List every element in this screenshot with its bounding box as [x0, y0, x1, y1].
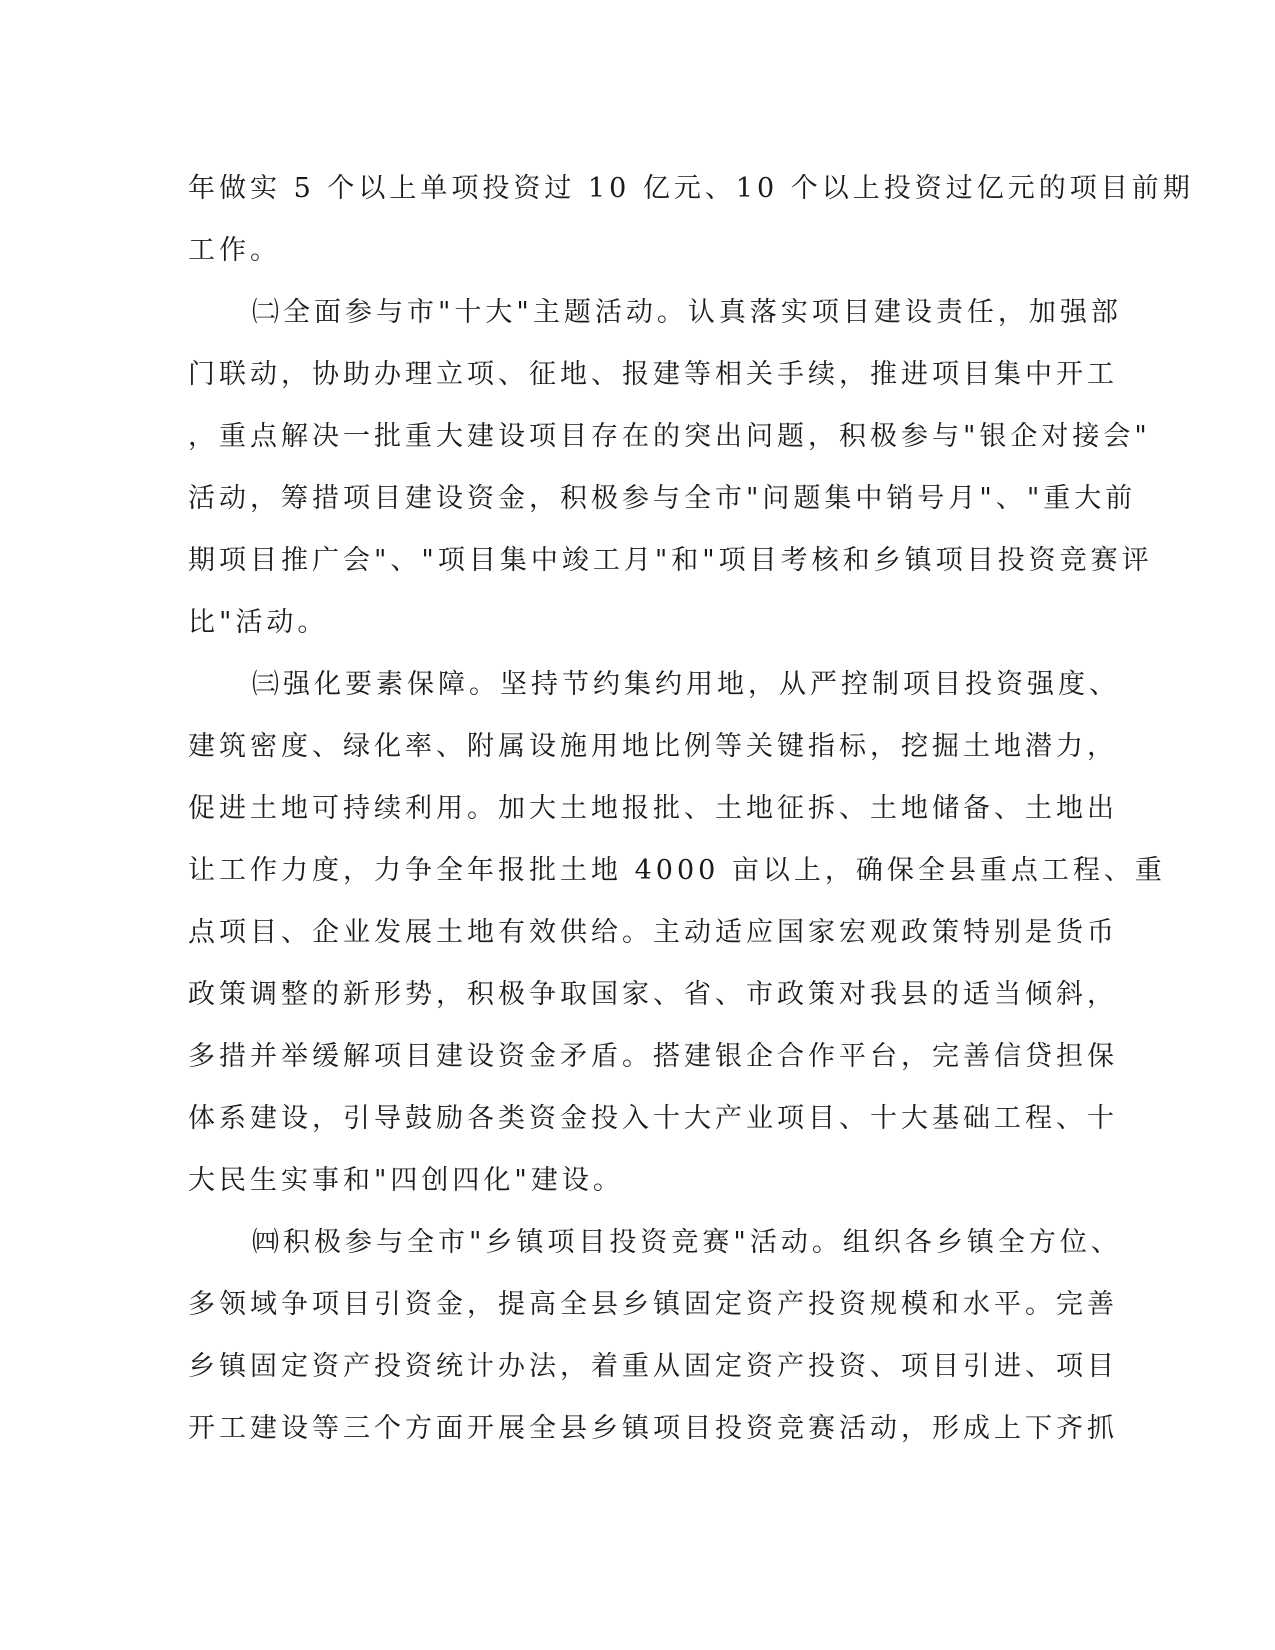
- text-line: 体系建设，引导鼓励各类资金投入十大产业项目、十大基础工程、十: [188, 1103, 1118, 1134]
- text-line: 期项目推广会"、"项目集中竣工月"和"项目考核和乡镇项目投资竞赛评: [188, 545, 1153, 576]
- text-line: 年做实 5 个以上单项投资过 10 亿元、10 个以上投资过亿元的项目前期: [188, 173, 1194, 204]
- text-line: 开工建设等三个方面开展全县乡镇项目投资竞赛活动，形成上下齐抓: [188, 1413, 1118, 1444]
- text-line: 点项目、企业发展土地有效供给。主动适应国家宏观政策特别是货币: [188, 917, 1118, 948]
- text-line: 多领域争项目引资金，提高全县乡镇固定资产投资规模和水平。完善: [188, 1289, 1118, 1320]
- text-line: 大民生实事和"四创四化"建设。: [188, 1165, 624, 1196]
- text-line: 建筑密度、绿化率、附属设施用地比例等关键指标，挖掘土地潜力，: [188, 731, 1118, 762]
- text-line: 比"活动。: [188, 607, 329, 638]
- paragraph-start-line: ㈡全面参与市"十大"主题活动。认真落实项目建设责任，加强部: [252, 297, 1122, 328]
- text-line: 多措并举缓解项目建设资金矛盾。搭建银企合作平台，完善信贷担保: [188, 1041, 1118, 1072]
- text-line: 门联动，协助办理立项、征地、报建等相关手续，推进项目集中开工: [188, 359, 1118, 390]
- paragraph-start-line: ㈢强化要素保障。坚持节约集约用地，从严控制项目投资强度、: [252, 669, 1120, 700]
- text-line: 乡镇固定资产投资统计办法，着重从固定资产投资、项目引进、项目: [188, 1351, 1118, 1382]
- paragraph-start-line: ㈣积极参与全市"乡镇项目投资竞赛"活动。组织各乡镇全方位、: [252, 1227, 1122, 1258]
- text-line: 政策调整的新形势，积极争取国家、省、市政策对我县的适当倾斜，: [188, 979, 1118, 1010]
- text-line: 活动，筹措项目建设资金，积极参与全市"问题集中销号月"、"重大前: [188, 483, 1137, 514]
- text-line: 促进土地可持续利用。加大土地报批、土地征拆、土地储备、土地出: [188, 793, 1118, 824]
- document-body: [188, 158, 1194, 1460]
- text-line: ，重点解决一批重大建设项目存在的突出问题，积极参与"银企对接会": [188, 421, 1151, 452]
- text-line: 工作。: [188, 235, 281, 266]
- text-line: 让工作力度，力争全年报批土地 4000 亩以上，确保全县重点工程、重: [188, 855, 1166, 886]
